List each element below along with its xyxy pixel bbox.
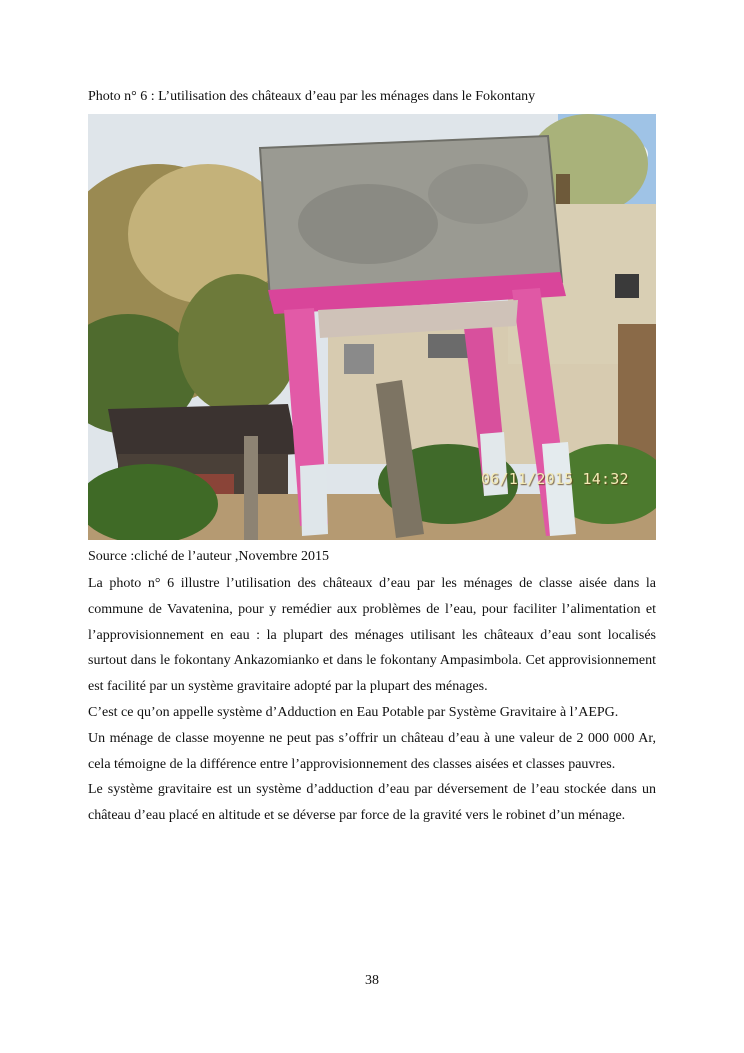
paragraph: Le système gravitaire est un système d’adduction d’eau par déversement de l’eau stockée dans un château d’eau placé en altitude et se déverse par force de la gravité vers le robinet d’un ménage. xyxy=(88,782,656,824)
paragraph: C’est ce qu’on appelle système d’Adduction en Eau Potable par Système Gravitaire à l’AEPG. xyxy=(88,704,619,720)
photo-caption: Photo n° 6 : L’utilisation des châteaux d’eau par les ménages dans le Fokontany xyxy=(88,89,536,104)
body-text xyxy=(88,571,656,829)
water-tower-photo xyxy=(88,114,656,540)
photo-source: Source :cliché de l’auteur ,Novembre 2015 xyxy=(88,549,330,564)
paragraph: La photo n° 6 illustre l’utilisation des châteaux d’eau par les ménages de classe aisée dans la commune de Vavatenina, pour y remédier aux problèmes de l’eau, pour faciliter l’alimentation et l’approvisionnement en eau : la plupart des ménages utilisant les châteaux d’eau sont localisés surtout dans le fokontany Ankazomianko et dans le fokontany Ampasimbola. Cet approvisionnement est facilité par un système gravitaire adopté par la plupart des ménages. xyxy=(88,576,656,695)
page-number: 38 xyxy=(365,973,379,988)
photo-date-stamp: 06/11/2015 14:32 xyxy=(481,470,629,488)
paragraph: Un ménage de classe moyenne ne peut pas s’offrir un château d’eau à une valeur de 2 000 000 Ar, cela témoigne de la différence entre l’approvisionnement des classes aisées et classes pauvres. xyxy=(88,730,656,772)
